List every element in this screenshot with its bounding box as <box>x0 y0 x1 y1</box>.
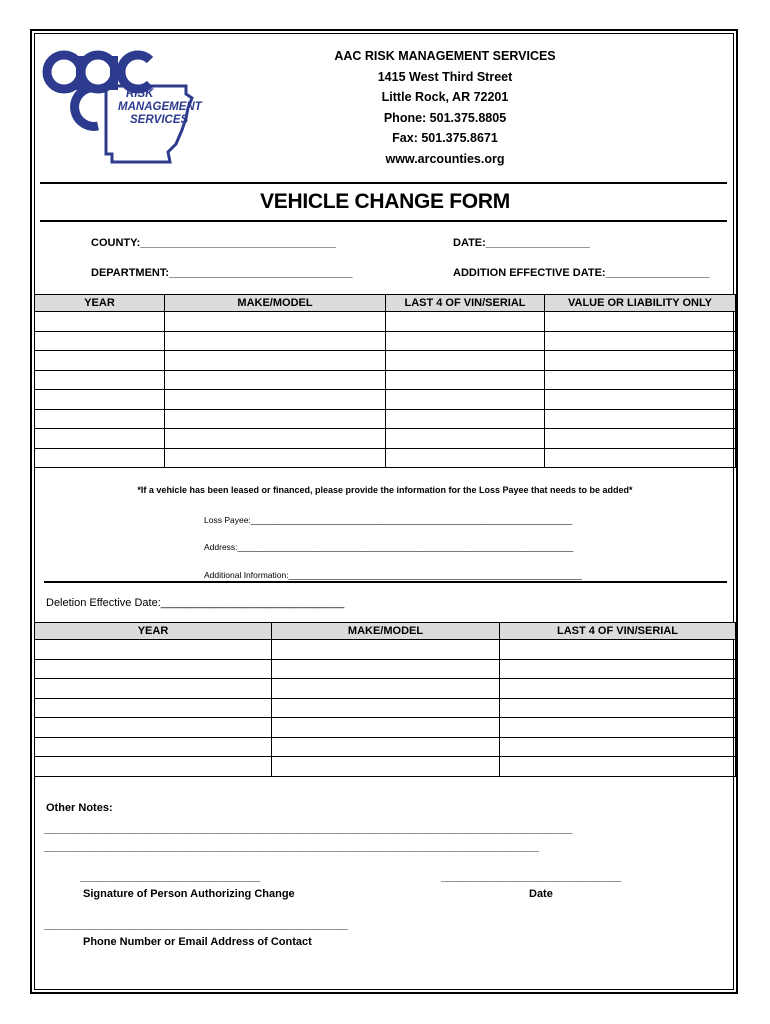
make-model-cell[interactable] <box>272 679 500 699</box>
logo-text-services: SERVICES <box>130 114 189 126</box>
table-row <box>35 679 736 699</box>
org-fax: Fax: 501.375.8671 <box>392 131 498 145</box>
county-label: COUNTY: <box>91 237 141 249</box>
make-model-cell[interactable] <box>272 757 500 777</box>
table-row <box>35 737 736 757</box>
addition-date-line: _________________ <box>605 267 710 279</box>
table-header-row <box>35 295 736 312</box>
org-phone: Phone: 501.375.8805 <box>383 110 507 125</box>
additional-info-line: ______________________________________________________________ <box>288 570 582 580</box>
form-title: VEHICLE CHANGE FORM <box>260 190 510 213</box>
addition-date-field[interactable] <box>453 267 710 279</box>
org-website[interactable]: www.arcounties.org <box>385 151 505 166</box>
value-cell[interactable] <box>545 390 736 410</box>
make-model-cell[interactable] <box>272 659 500 679</box>
year-cell[interactable] <box>35 448 165 468</box>
title-rule-top <box>40 182 727 184</box>
col-header-vin: LAST 4 OF VIN/SERIAL <box>386 295 545 312</box>
logo-text-block <box>118 88 202 127</box>
table-row <box>35 429 736 449</box>
signature-date-line[interactable]: ________________________________ <box>441 871 621 883</box>
year-cell[interactable] <box>35 312 165 332</box>
table-row <box>35 757 736 777</box>
make-model-cell[interactable] <box>272 718 500 738</box>
org-name: AAC RISK MANAGEMENT SERVICES <box>334 49 556 63</box>
notes-line-2[interactable]: ________________________________________________________________________________________ <box>44 841 539 853</box>
vehicle-deletion-table <box>34 622 736 777</box>
value-cell[interactable] <box>545 429 736 449</box>
date-label: DATE: <box>453 237 486 249</box>
vin-cell[interactable] <box>500 698 736 718</box>
value-cell[interactable] <box>545 312 736 332</box>
year-cell[interactable] <box>35 698 272 718</box>
addition-date-label: ADDITION EFFECTIVE DATE: <box>453 267 606 279</box>
year-cell[interactable] <box>35 757 272 777</box>
year-cell[interactable] <box>35 370 165 390</box>
org-address: 1415 West Third Street <box>377 69 513 84</box>
loss-payee-label: Loss Payee: <box>204 515 251 525</box>
department-label: DEPARTMENT: <box>91 267 170 279</box>
signature-label: Signature of Person Authorizing Change <box>83 888 295 900</box>
col-header-year: YEAR <box>35 623 272 640</box>
aac-logo <box>42 48 202 166</box>
notes-line-1[interactable]: ______________________________________________________________________________________________ <box>44 823 573 835</box>
date-field[interactable] <box>453 237 590 249</box>
table-row <box>35 331 736 351</box>
deletion-date-line: ______________________________ <box>160 597 345 609</box>
col-header-make-model: MAKE/MODEL <box>272 623 500 640</box>
additional-info-field[interactable] <box>204 570 582 580</box>
loss-payee-address-label: Address: <box>204 542 238 552</box>
make-model-cell[interactable] <box>165 429 386 449</box>
vin-cell[interactable] <box>500 718 736 738</box>
table-row <box>35 390 736 410</box>
other-notes-label: Other Notes: <box>46 802 113 814</box>
table-row <box>35 698 736 718</box>
year-cell[interactable] <box>35 351 165 371</box>
org-city: Little Rock, AR 72201 <box>381 90 509 104</box>
vin-cell[interactable] <box>500 737 736 757</box>
vehicle-addition-table <box>34 294 736 468</box>
vin-cell[interactable] <box>500 640 736 660</box>
vin-cell[interactable] <box>500 679 736 699</box>
vin-cell[interactable] <box>386 331 545 351</box>
year-cell[interactable] <box>35 679 272 699</box>
vin-cell[interactable] <box>386 390 545 410</box>
table-row <box>35 409 736 429</box>
year-cell[interactable] <box>35 640 272 660</box>
make-model-cell[interactable] <box>165 351 386 371</box>
additional-info-label: Additional Information: <box>204 570 289 580</box>
col-header-make-model: MAKE/MODEL <box>165 295 386 312</box>
table-header-row <box>35 623 736 640</box>
make-model-cell[interactable] <box>165 390 386 410</box>
logo-text-risk: RISK <box>126 88 154 100</box>
table-row <box>35 448 736 468</box>
loss-payee-field[interactable] <box>204 515 572 525</box>
col-header-vin: LAST 4 OF VIN/SERIAL <box>500 623 736 640</box>
deletion-date-field[interactable] <box>46 597 344 609</box>
value-cell[interactable] <box>545 331 736 351</box>
value-cell[interactable] <box>545 370 736 390</box>
deletion-date-label: Deletion Effective Date: <box>46 597 161 609</box>
contact-label: Phone Number or Email Address of Contact <box>83 936 312 948</box>
letterhead <box>240 46 650 169</box>
vin-cell[interactable] <box>386 370 545 390</box>
department-field[interactable] <box>91 267 353 279</box>
title-rule-bottom <box>40 220 727 222</box>
year-cell[interactable] <box>35 429 165 449</box>
col-header-value: VALUE OR LIABILITY ONLY <box>545 295 736 312</box>
loss-payee-line: ____________________________________________________________________ <box>250 515 573 525</box>
make-model-cell[interactable] <box>165 331 386 351</box>
make-model-cell[interactable] <box>272 640 500 660</box>
make-model-cell[interactable] <box>272 737 500 757</box>
value-cell[interactable] <box>545 409 736 429</box>
table-row <box>35 351 736 371</box>
contact-line[interactable]: ______________________________________________________ <box>44 919 348 931</box>
table-row <box>35 659 736 679</box>
table-row <box>35 370 736 390</box>
year-cell[interactable] <box>35 659 272 679</box>
department-line: ______________________________ <box>169 267 353 279</box>
signature-line[interactable]: ________________________________ <box>80 871 260 883</box>
year-cell[interactable] <box>35 737 272 757</box>
value-cell[interactable] <box>545 351 736 371</box>
lease-note: *If a vehicle has been leased or financed, please provide the information for the Loss Payee that needs to be added* <box>137 485 633 495</box>
col-header-year: YEAR <box>35 295 165 312</box>
vin-cell[interactable] <box>500 757 736 777</box>
make-model-cell[interactable] <box>165 409 386 429</box>
table-row <box>35 640 736 660</box>
vin-cell[interactable] <box>500 659 736 679</box>
make-model-cell[interactable] <box>272 698 500 718</box>
section-rule <box>44 581 727 583</box>
loss-payee-address-field[interactable] <box>204 542 573 552</box>
make-model-cell[interactable] <box>165 370 386 390</box>
addition-table-body <box>35 312 736 468</box>
vin-cell[interactable] <box>386 409 545 429</box>
make-model-cell[interactable] <box>165 312 386 332</box>
year-cell[interactable] <box>35 331 165 351</box>
loss-payee-address-line: _______________________________________________________________________ <box>237 542 574 552</box>
table-row <box>35 718 736 738</box>
signature-date-label: Date <box>529 888 553 900</box>
year-cell[interactable] <box>35 409 165 429</box>
vin-cell[interactable] <box>386 429 545 449</box>
year-cell[interactable] <box>35 718 272 738</box>
date-line: _________________ <box>485 237 590 249</box>
county-line: ________________________________ <box>140 237 337 249</box>
table-row <box>35 312 736 332</box>
vin-cell[interactable] <box>386 312 545 332</box>
vin-cell[interactable] <box>386 351 545 371</box>
year-cell[interactable] <box>35 390 165 410</box>
logo-text-management: MANAGEMENT <box>118 101 202 113</box>
vin-cell[interactable] <box>386 448 545 468</box>
deletion-table-body <box>35 640 736 777</box>
county-field[interactable] <box>91 237 336 249</box>
value-cell[interactable] <box>545 448 736 468</box>
make-model-cell[interactable] <box>165 448 386 468</box>
